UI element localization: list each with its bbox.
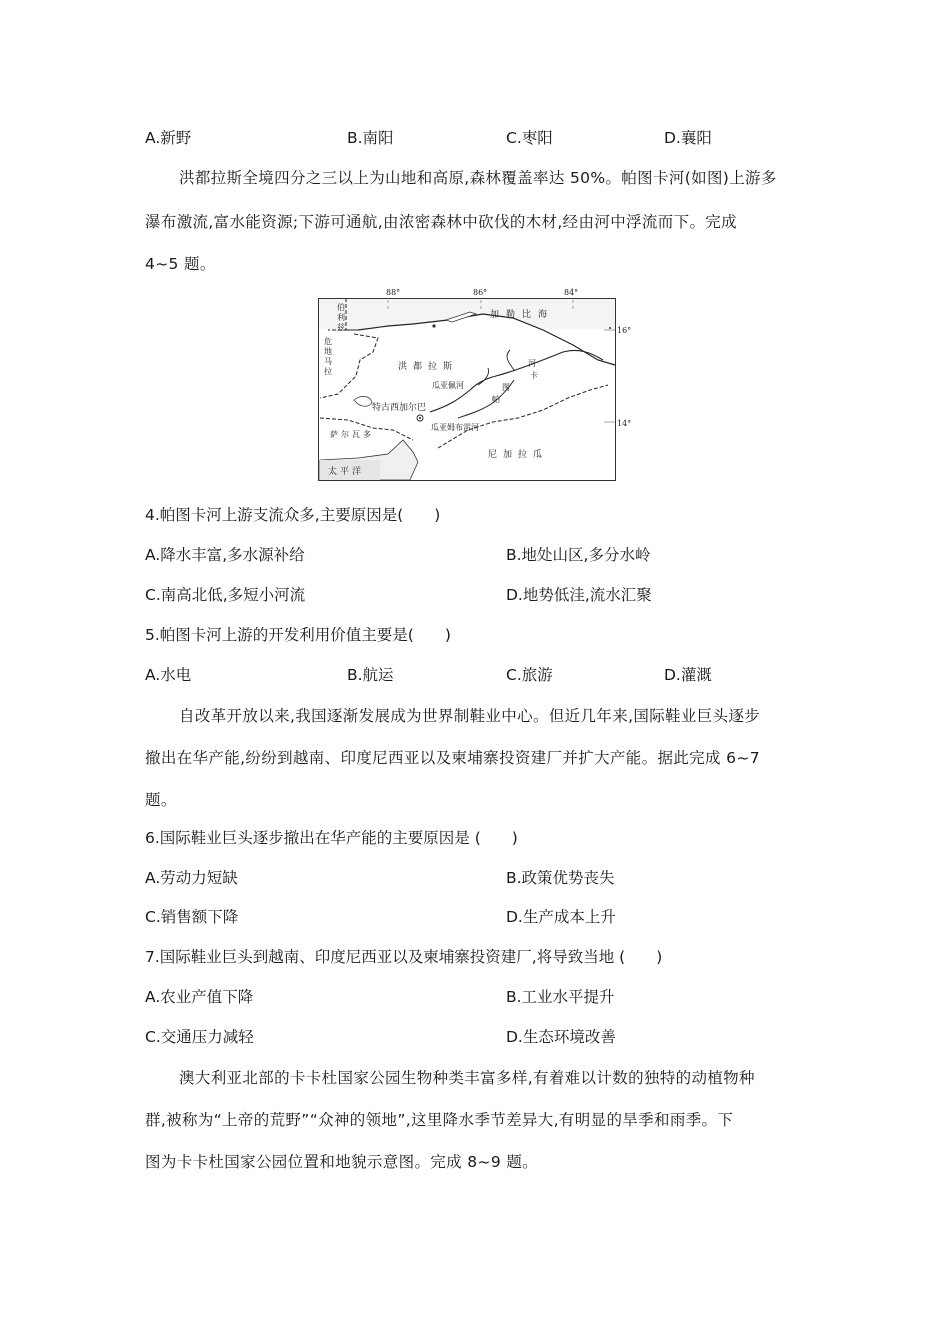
honduras-map-figure — [318, 288, 632, 484]
label-belize-2: 利 — [337, 313, 345, 322]
q4-option-d: D.地势低洼,流水汇聚 — [506, 586, 652, 604]
q5-option-a: A.水电 — [145, 666, 192, 684]
passage-honduras — [145, 168, 810, 278]
label-river-guayape: 瓜亚佩河 — [432, 381, 464, 390]
passage-line: 图为卡卡杜国家公园位置和地貌示意图。完成 8~9 题。 — [145, 1153, 539, 1171]
passage-line: 澳大利亚北部的卡卡杜国家公园生物种类丰富多样,有着难以计数的独特的动植物种 — [179, 1069, 755, 1087]
q6-option-a: A.劳动力短缺 — [145, 869, 238, 887]
label-belize-3: 兹 — [337, 323, 345, 332]
q4-option-b: B.地处山区,多分水岭 — [506, 546, 651, 564]
q5-option-b: B.航运 — [347, 666, 394, 684]
q4-option-c: C.南高北低,多短小河流 — [145, 586, 306, 604]
q7-option-a: A.农业产值下降 — [145, 988, 254, 1006]
passage-line: 题。 — [145, 791, 177, 809]
label-el-salvador: 萨尔瓦多 — [330, 430, 374, 439]
q7-option-b: B.工业水平提升 — [506, 988, 615, 1006]
passage-line: 瀑布激流,富水能资源;下游可通航,由浓密森林中砍伐的木材,经由河中浮流而下。完成 — [145, 213, 738, 231]
passage-line: 洪都拉斯全境四分之三以上为山地和高原,森林覆盖率达 50%。帕图卡河(如图)上游多 — [179, 169, 777, 187]
passage-line: 群,被称为“上帝的荒野”“众神的领地”,这里降水季节差异大,有明显的旱季和雨季。下 — [145, 1111, 734, 1129]
q7-stem: 7.国际鞋业巨头到越南、印度尼西亚以及柬埔寨投资建厂,将导致当地 ( ) — [145, 948, 663, 966]
label-honduras: 洪都拉斯 — [398, 362, 459, 372]
label-river-ka: 卡 — [530, 371, 538, 380]
passage-line: 自改革开放以来,我国逐渐发展成为世界制鞋业中心。但近几年来,国际鞋业巨头逐步 — [179, 707, 761, 725]
q3-option-a: A.新野 — [145, 129, 192, 147]
passage-kakadu — [145, 1068, 810, 1178]
label-caribbean: 加勒比海 — [490, 310, 555, 320]
lat-label-16: 16° — [617, 326, 632, 335]
label-river-he: 河 — [528, 359, 536, 368]
q5-option-d: D.灌溉 — [664, 666, 712, 684]
label-belize-1: 伯 — [337, 303, 345, 312]
label-river-tu: 图 — [502, 383, 510, 392]
label-capital: 特古西加尔巴 — [372, 403, 427, 413]
label-river-pa: 帕 — [492, 395, 500, 404]
lon-label-84: 84° — [564, 288, 579, 297]
label-guatemala-1: 危 — [324, 337, 332, 346]
q3-option-b: B.南阳 — [347, 129, 394, 147]
lon-label-86: 86° — [473, 288, 488, 297]
q7-option-d: D.生态环境改善 — [506, 1028, 616, 1046]
passage-shoe-industry — [145, 706, 810, 816]
q5-option-c: C.旅游 — [506, 666, 553, 684]
lat-label-14: 14° — [617, 419, 632, 428]
q3-option-d: D.襄阳 — [664, 129, 712, 147]
passage-line: 撤出在华产能,纷纷到越南、印度尼西亚以及柬埔寨投资建厂并扩大产能。据此完成 6~7 — [145, 749, 760, 767]
q6-stem: 6.国际鞋业巨头逐步撤出在华产能的主要原因是 ( ) — [145, 829, 518, 847]
label-guatemala-3: 马 — [324, 357, 332, 366]
label-nicaragua: 尼加拉瓜 — [488, 450, 549, 460]
q6-option-b: B.政策优势丧失 — [506, 869, 615, 887]
lon-label-88: 88° — [386, 288, 401, 297]
q4-option-a: A.降水丰富,多水源补给 — [145, 546, 305, 564]
label-guatemala-4: 拉 — [324, 367, 332, 376]
label-pacific: 太平洋 — [328, 467, 365, 477]
q5-stem: 5.帕图卡河上游的开发利用价值主要是( ) — [145, 626, 451, 644]
q3-option-c: C.枣阳 — [506, 129, 553, 147]
q4-stem: 4.帕图卡河上游支流众多,主要原因是( ) — [145, 506, 441, 524]
q6-option-d: D.生产成本上升 — [506, 908, 616, 926]
label-river-guayambre: 瓜亚姆布雷河 — [431, 423, 479, 432]
honduras-map — [318, 288, 632, 484]
passage-line: 4~5 题。 — [145, 255, 216, 273]
label-guatemala-2: 地 — [324, 347, 332, 356]
q7-option-c: C.交通压力减轻 — [145, 1028, 254, 1046]
q6-option-c: C.销售额下降 — [145, 908, 239, 926]
